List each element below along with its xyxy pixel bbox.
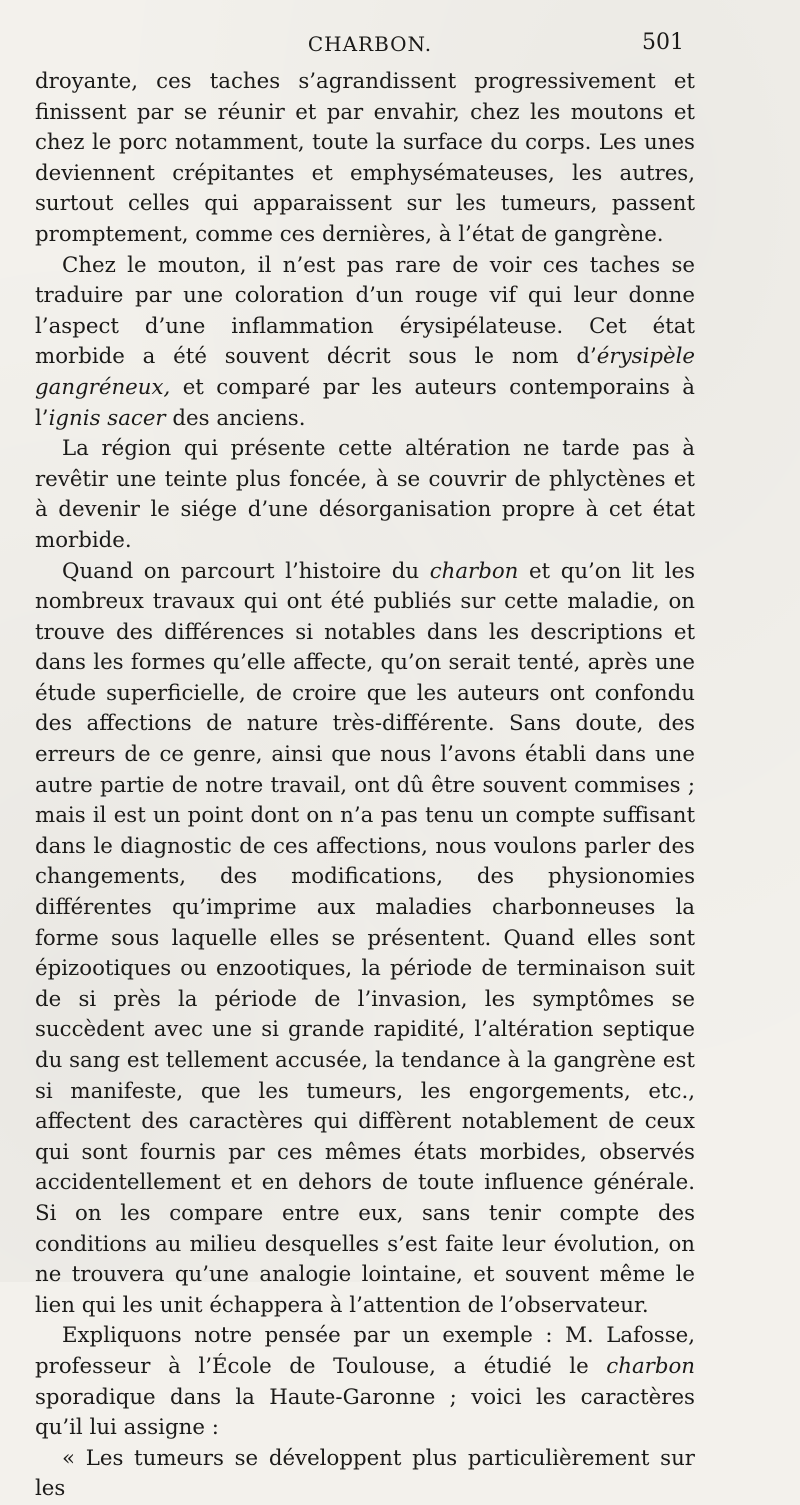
term-erysipele: érysipèle gangréneux, xyxy=(35,344,695,400)
term-charbon: charbon xyxy=(429,558,519,584)
term-charbon-2: charbon xyxy=(606,1353,695,1379)
page-number: 501 xyxy=(642,30,684,55)
body-text xyxy=(35,67,695,1505)
paragraph-quote-start: « Les tumeurs se développent plus particulièrement sur les xyxy=(35,1445,695,1502)
term-ignis-sacer: ignis sacer xyxy=(48,405,166,431)
paragraph-histoire: Quand on parcourt l’histoire du charbon et qu’on lit les nombreux travaux qui ont été publiés sur cette maladie, on trouve des différences si notables dans les descriptions et dans les formes qu’elle affecte, qu’on serait tenté, après une étude superficielle, de croire que les auteurs ont confondu des affections de nature très-différente. Sans doute, des erreurs de ce genre, ainsi que nous l’avons établi dans une autre partie de notre travail, ont dû être souvent commises ; mais il est un point dont on n’a pas tenu un compte suffisant dans le diagnostic de ces affections, nous voulons parler des changements, des modifications, des physionomies différentes qu’imprime aux maladies charbonneuses la forme sous laquelle elles se présentent. Quand elles sont épizootiques ou enzootiques, la période de terminaison suit de si près la période de l’invasion, les symptômes se succèdent avec une si grande rapidité, l’altération septique du sang est tellement accusée, la tendance à la gangrène est si manifeste, que les tumeurs, les engorgements, etc., affectent des caractères qui diffèrent notablement de ceux qui sont fournis par ces mêmes états morbides, observés accidentellement et en dehors de toute influence générale. Si on les compare entre eux, sans tenir compte des conditions au milieu desquelles s’est faite leur évolution, on ne trouvera qu’une analogie lointaine, et souvent même le lien qui les unit échappera à l’attention de l’observateur. xyxy=(35,558,696,1318)
paragraph-region: La région qui présente cette altération ne tarde pas à revêtir une teinte plus foncée, à se couvrir de phlyctènes et à devenir le siége d’une désorganisation propre à cet état morbide. xyxy=(35,436,695,553)
running-title: CHARBON. xyxy=(307,32,433,56)
running-head xyxy=(0,26,800,62)
paragraph-exemple: Expliquons notre pensée par un exemple : M. Lafosse, professeur à l’École de Toulouse, a étudié le charbon sporadique dans la Haute-Garonne ; voici les caractères qu’il lui assigne : xyxy=(35,1323,695,1441)
paragraph-erysipele: Chez le mouton, il n’est pas rare de voir ces taches se traduire par une coloration d’un rouge vif qui leur donne l’aspect d’une inflammation érysipélateuse. Cet état morbide a été souvent décrit sous le nom d’érysipèle gangréneux, et comparé par les auteurs contemporains à l’ignis sacer des anciens. xyxy=(35,252,695,431)
paragraph-continuation: droyante, ces taches s’agrandissent progressivement et finissent par se réunir et par envahir, chez les moutons et chez le porc notamment, toute la surface du corps. Les unes deviennent crépitantes et emphysémateuses, les autres, surtout celles qui apparaissent sur les tumeurs, passent promptement, comme ces dernières, à l’état de gangrène. xyxy=(35,69,695,247)
